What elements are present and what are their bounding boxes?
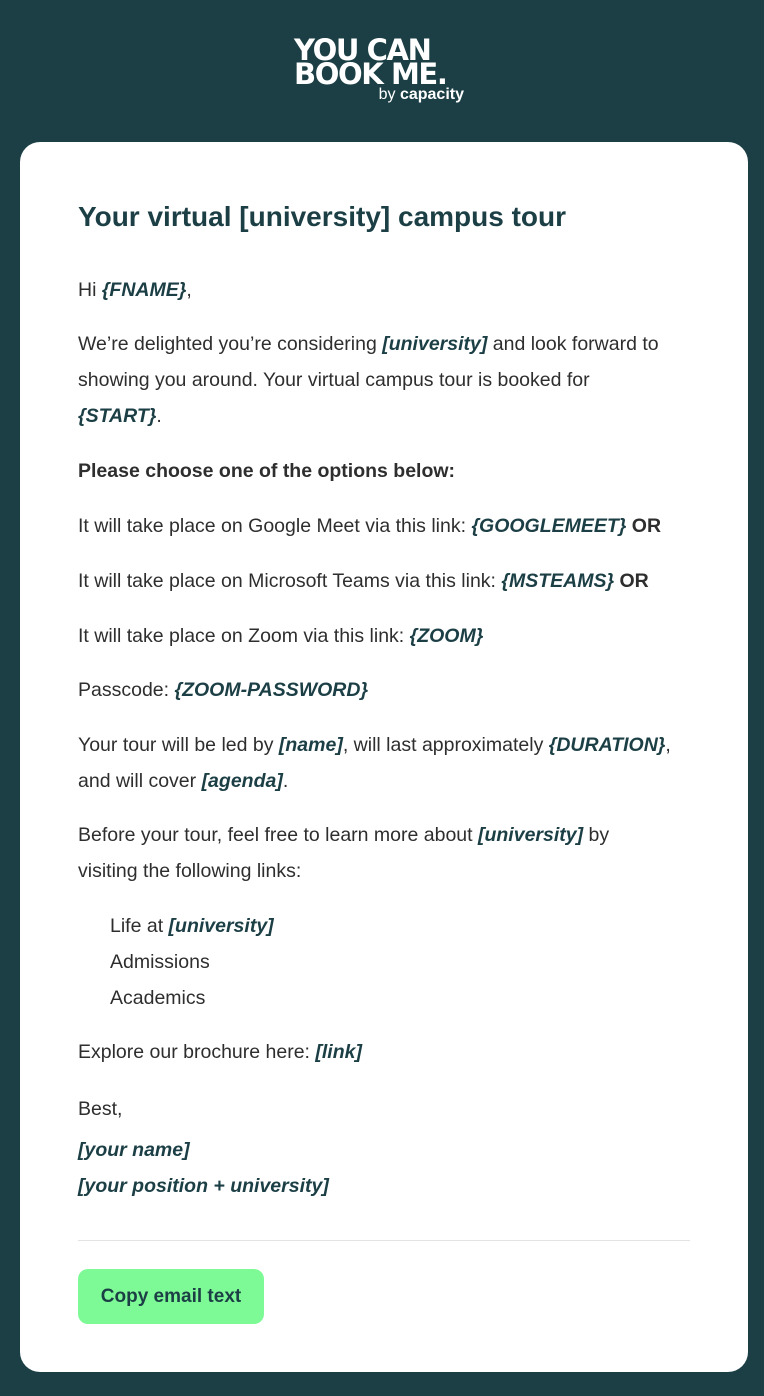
var-zoom-password: {ZOOM-PASSWORD}	[174, 679, 369, 701]
var-fname: {FNAME}	[101, 279, 187, 301]
before-line-2: visiting the following links:	[78, 860, 302, 882]
list-item-academics: Academics	[110, 987, 206, 1009]
before-line-1: Before your tour, feel free to learn more about [university] by	[78, 824, 610, 846]
option-zoom: It will take place on Zoom via this link: {ZOOM}	[78, 625, 484, 647]
divider	[78, 1240, 690, 1241]
greeting: Hi {FNAME},	[78, 279, 192, 301]
list-item-admissions: Admissions	[110, 951, 210, 973]
email-title: Your virtual [university] campus tour	[78, 201, 567, 232]
logo-line-2: BOOK ME.	[294, 57, 447, 91]
led-line-2: and will cover [agenda].	[78, 770, 289, 792]
logo-line-1: YOU CAN	[294, 33, 431, 67]
var-zoom: {ZOOM}	[409, 625, 484, 647]
intro-line-3: {START}.	[78, 405, 162, 427]
logo-byline: by capacity	[378, 86, 464, 103]
zoom-passcode: Passcode: {ZOOM-PASSWORD}	[78, 679, 369, 701]
choose-heading: Please choose one of the options below:	[78, 460, 456, 482]
led-line-1: Your tour will be led by [name], will last approximately {DURATION},	[78, 734, 671, 756]
var-start: {START}	[78, 405, 157, 427]
var-link: [link]	[315, 1041, 362, 1063]
copy-email-button[interactable]: Copy email text	[78, 1269, 264, 1324]
intro-line-2: showing you around. Your virtual campus tour is booked for	[78, 369, 590, 391]
signature-position: [your position + university]	[78, 1175, 329, 1197]
option-ms-teams: It will take place on Microsoft Teams via this link: {MSTEAMS} OR	[78, 570, 649, 592]
var-duration: {DURATION}	[548, 734, 666, 756]
sign-off: Best,	[78, 1098, 123, 1120]
signature-name: [your name]	[78, 1139, 190, 1161]
option-google-meet: It will take place on Google Meet via this link: {GOOGLEMEET} OR	[78, 515, 662, 537]
var-msteams: {MSTEAMS}	[501, 570, 615, 592]
intro-line-1: We’re delighted you’re considering [university] and look forward to	[78, 333, 659, 355]
logo	[0, 33, 764, 104]
list-item-life: Life at [university]	[110, 915, 274, 937]
brochure-line: Explore our brochure here: [link]	[78, 1041, 362, 1063]
var-googlemeet: {GOOGLEMEET}	[471, 515, 627, 537]
email-card	[20, 142, 748, 1372]
